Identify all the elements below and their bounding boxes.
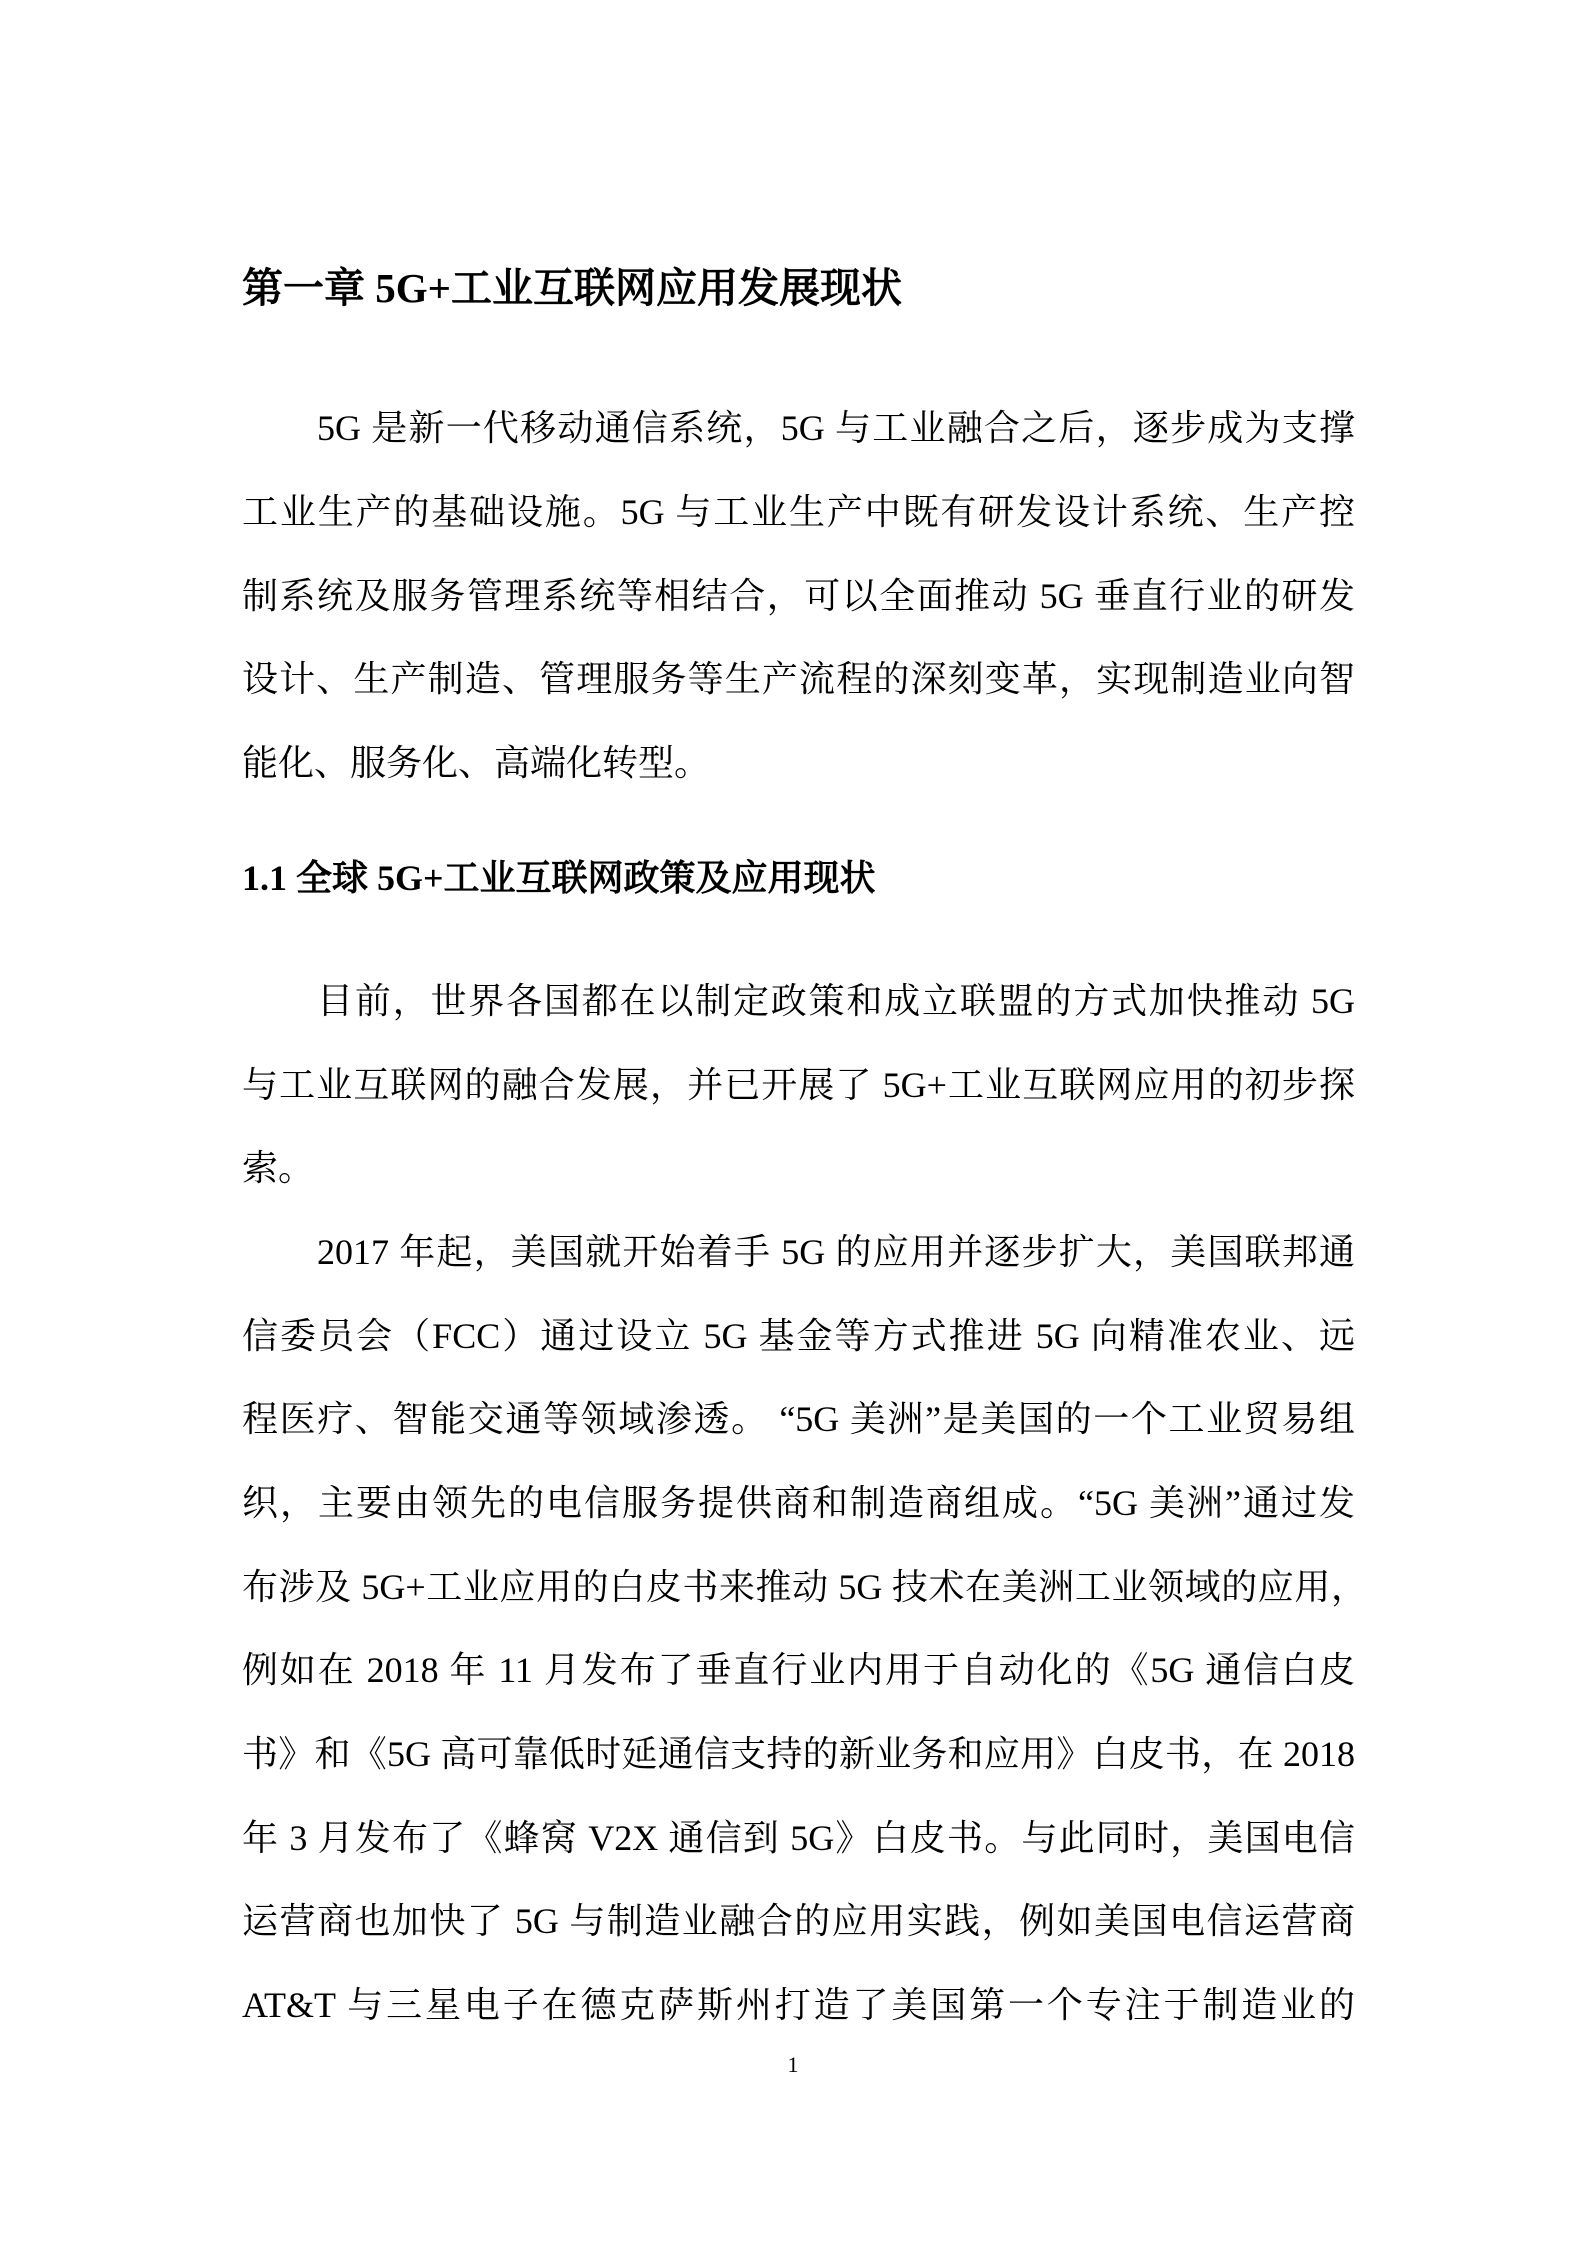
- paragraph-line: 目前，世界各国都在以制定政策和成立联盟的方式加快推动 5G: [317, 981, 1355, 1021]
- page-number: 1: [787, 2052, 799, 2077]
- paragraph-line: 织，主要由领先的电信服务提供商和制造商组成。“5G 美洲”通过发: [242, 1483, 1355, 1523]
- paragraph-line: 设计、生产制造、管理服务等生产流程的深刻变革，实现制造业向智: [242, 659, 1355, 699]
- paragraph-line: 运营商也加快了 5G 与制造业融合的应用实践，例如美国电信运营商: [242, 1901, 1355, 1941]
- paragraph-line: 制系统及服务管理系统等相结合，可以全面推动 5G 垂直行业的研发: [242, 576, 1355, 616]
- chapter-title: 第一章 5G+工业互联网应用发展现状: [242, 265, 903, 311]
- paragraph-line: 年 3 月发布了《蜂窝 V2X 通信到 5G》白皮书。与此同时，美国电信: [242, 1818, 1355, 1858]
- paragraph-line: 程医疗、智能交通等领域渗透。 “5G 美洲”是美国的一个工业贸易组: [242, 1399, 1355, 1439]
- paragraph-line: 信委员会（FCC）通过设立 5G 基金等方式推进 5G 向精准农业、远: [242, 1316, 1355, 1356]
- paragraph-line: 布涉及 5G+工业应用的白皮书来推动 5G 技术在美洲工业领域的应用，: [242, 1567, 1367, 1607]
- paragraph-line: AT&T 与三星电子在德克萨斯州打造了美国第一个专注于制造业的: [242, 1985, 1355, 2025]
- paragraph-line: 例如在 2018 年 11 月发布了垂直行业内用于自动化的《5G 通信白皮: [242, 1650, 1355, 1690]
- paragraph-line: 2017 年起，美国就开始着手 5G 的应用并逐步扩大，美国联邦通: [317, 1232, 1355, 1272]
- paragraph-line: 工业生产的基础设施。5G 与工业生产中既有研发设计系统、生产控: [242, 492, 1355, 532]
- paragraph-line: 书》和《5G 高可靠低时延通信支持的新业务和应用》白皮书，在 2018: [242, 1734, 1355, 1774]
- section-title: 1.1 全球 5G+工业互联网政策及应用现状: [242, 858, 876, 898]
- paragraph-line: 与工业互联网的融合发展，并已开展了 5G+工业互联网应用的初步探: [242, 1065, 1355, 1105]
- paragraph-line: 索。: [242, 1148, 315, 1188]
- paragraph-line: 能化、服务化、高端化转型。: [242, 743, 711, 783]
- paragraph-line: 5G 是新一代移动通信系统，5G 与工业融合之后，逐步成为支撑: [317, 408, 1355, 448]
